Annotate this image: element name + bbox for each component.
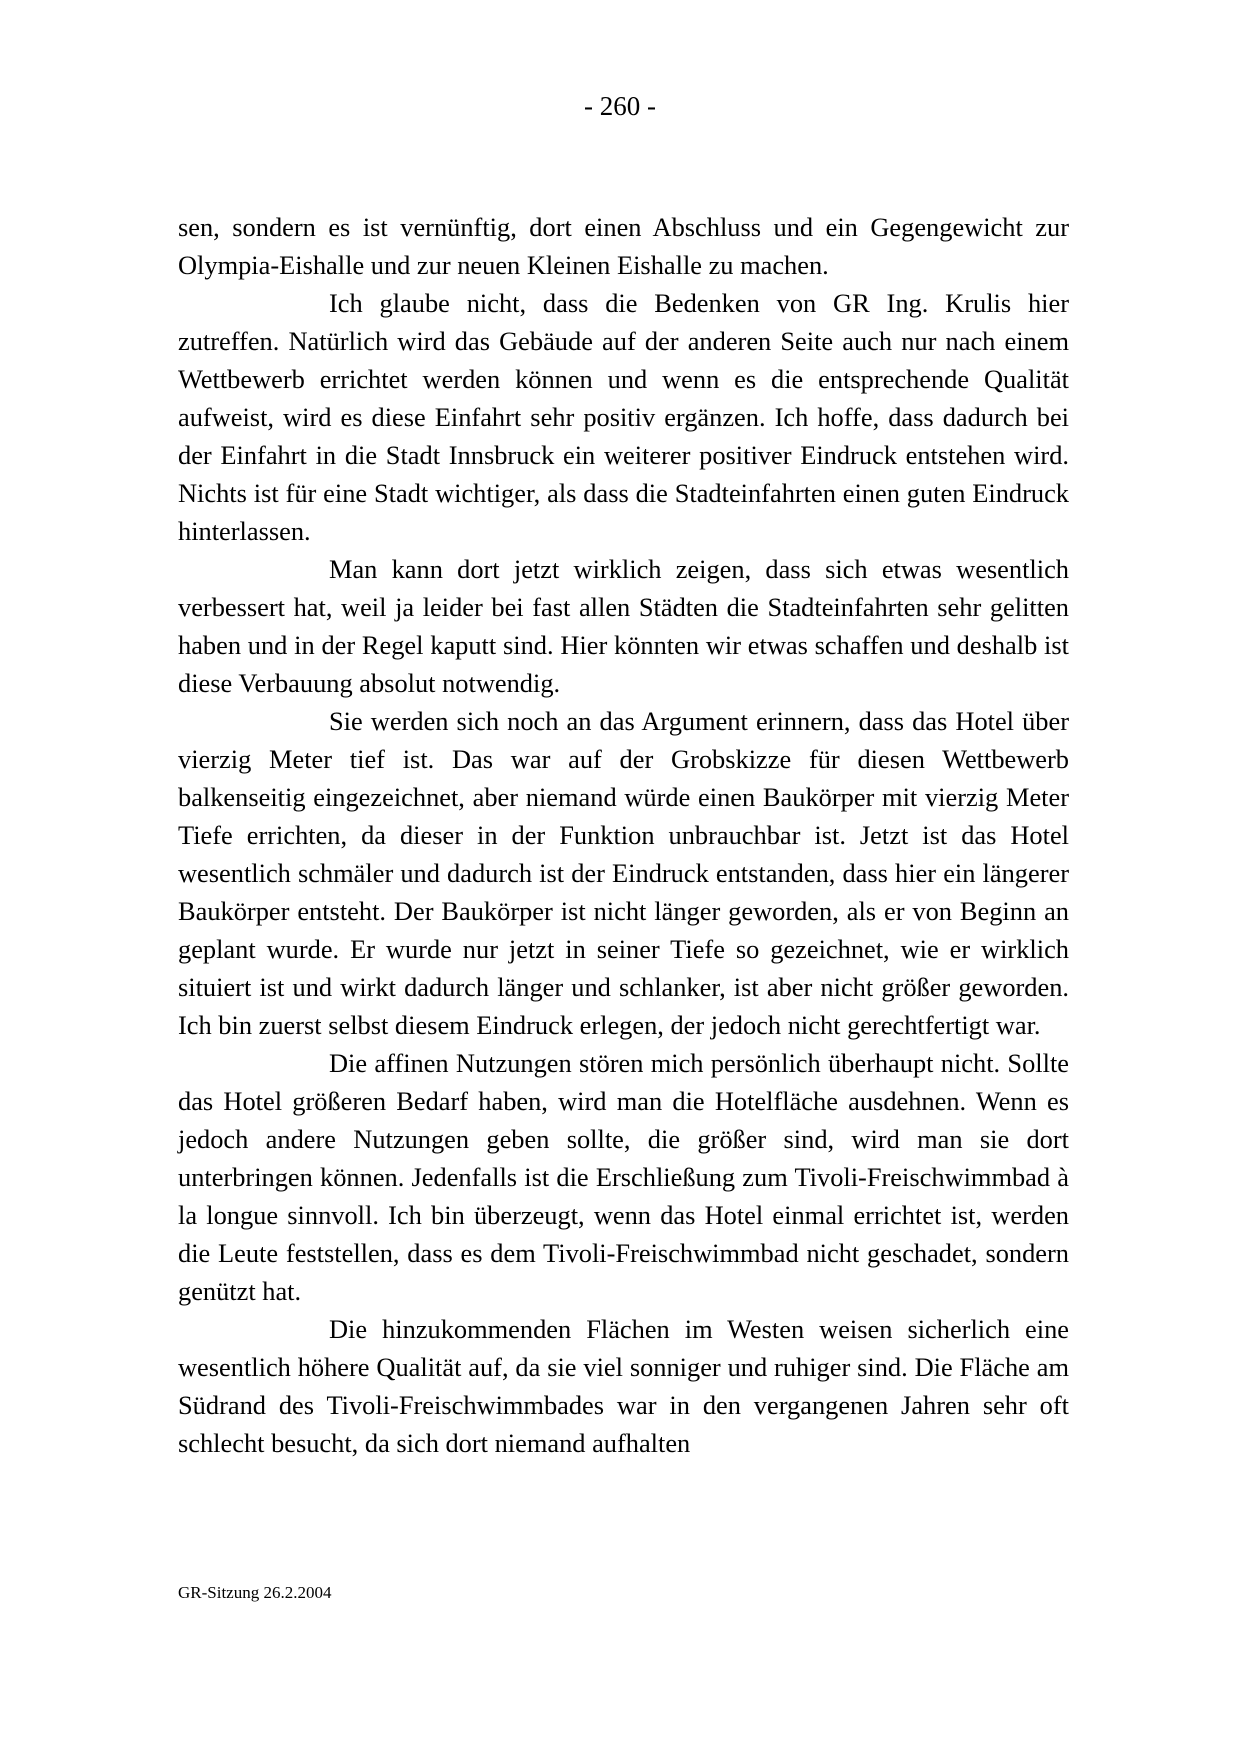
footer-session-label: GR-Sitzung 26.2.2004	[178, 1583, 332, 1602]
paragraph: Ich glaube nicht, dass die Bedenken von GR Ing. Krulis hier zutreffen. Natürlich wird das Gebäude auf der anderen Seite auch nur nach einem Wettbewerb errichtet werden können und wenn es die entsprechende Qualität aufweist, wird es diese Einfahrt sehr positiv ergänzen. Ich hoffe, dass dadurch bei der Einfahrt in die Stadt Innsbruck ein weiterer positiver Eindruck entstehen wird. Nichts ist für eine Stadt wichtiger, als dass die Stadteinfahrten einen guten Eindruck hinterlassen.	[178, 288, 1069, 546]
paragraph: Die affinen Nutzungen stören mich persönlich überhaupt nicht. Sollte das Hotel größeren Bedarf haben, wird man die Hotelfläche ausdehnen. Wenn es jedoch andere Nutzungen geben sollte, die größer sind, wird man sie dort unterbringen können. Jedenfalls ist die Erschließung zum Tivoli-Freischwimmbad à la longue sinnvoll. Ich bin überzeugt, wenn das Hotel einmal errichtet ist, werden die Leute feststellen, dass es dem Tivoli-Freischwimmbad nicht geschadet, sondern genützt hat.	[178, 1048, 1069, 1306]
paragraph: Sie werden sich noch an das Argument erinnern, dass das Hotel über vierzig Meter tief ist. Das war auf der Grobskizze für diesen Wettbewerb balkenseitig eingezeichnet, aber niemand würde einen Baukörper mit vierzig Meter Tiefe errichten, da dieser in der Funktion unbrauchbar ist. Jetzt ist das Hotel wesentlich schmäler und dadurch ist der Eindruck entstanden, dass hier ein längerer Baukörper entsteht. Der Baukörper ist nicht länger geworden, als er von Beginn an geplant wurde. Er wurde nur jetzt in seiner Tiefe so gezeichnet, wie er wirklich situiert ist und wirkt dadurch länger und schlanker, ist aber nicht größer geworden. Ich bin zuerst selbst diesem Eindruck erlegen, der jedoch nicht gerechtfertigt war.	[178, 706, 1069, 1040]
page-number: - 260 -	[584, 91, 656, 121]
body-text	[178, 208, 1069, 1462]
paragraph-continuation: sen, sondern es ist vernünftig, dort einen Abschluss und ein Gegengewicht zur Olympia-Eishalle und zur neuen Kleinen Eishalle zu machen.	[178, 212, 1069, 280]
paragraph: Man kann dort jetzt wirklich zeigen, dass sich etwas wesentlich verbessert hat, weil ja leider bei fast allen Städten die Stadteinfahrten sehr gelitten haben und in der Regel kaputt sind. Hier könnten wir etwas schaffen und deshalb ist diese Verbauung absolut notwendig.	[178, 554, 1069, 698]
paragraph-last: Die hinzukommenden Flächen im Westen weisen sicherlich eine wesentlich höhere Qualität auf, da sie viel sonniger und ruhiger sind. Die Fläche am Südrand des Tivoli-Freischwimmbades war in den vergangenen Jahren sehr oft schlecht besucht, da sich dort niemand aufhalten	[178, 1314, 1069, 1458]
